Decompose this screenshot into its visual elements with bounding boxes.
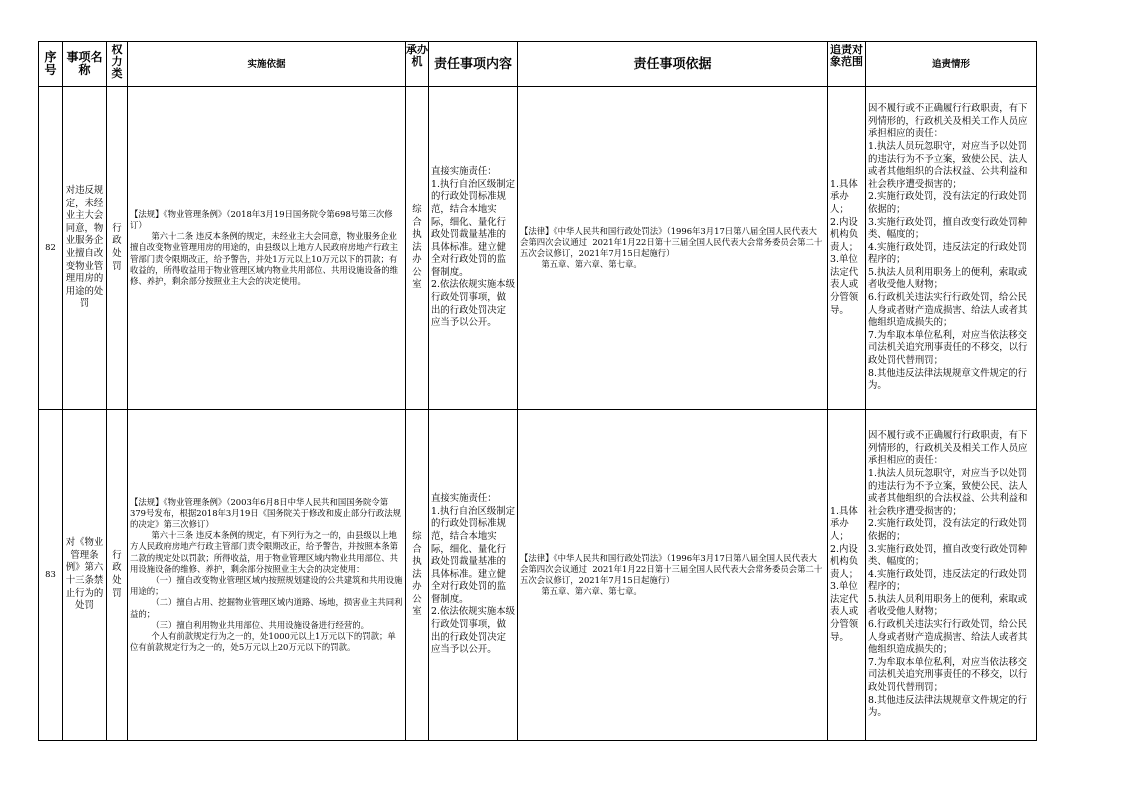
accountability-table xyxy=(38,41,1037,741)
header-handling-org-text: 承办机 xyxy=(406,44,428,68)
header-accountable-scope xyxy=(828,42,866,87)
header-resp-basis: 责任事项依据 xyxy=(518,42,828,87)
header-accountable-scope-text: 追责对象范围 xyxy=(830,44,863,68)
cell-handling-org: 综合执法办公室 xyxy=(406,410,429,741)
cell-resp-basis: 【法律】《中华人民共和国行政处罚法》（1996年3月17日第八届全国人民代表大会第四次会议通过 2021年1月22日第十三届全国人民代表大会常务委员会第二十五次会议修订，2021年7月15日起施行） 第五章、第六章、第七章。 xyxy=(518,87,828,410)
header-basis: 实施依据 xyxy=(128,42,406,87)
cell-seq: 83 xyxy=(39,410,63,741)
cell-resp-content: 直接实施责任： 1.执行自治区级制定的行政处罚标准规范，结合本地实际，细化、量化行政处罚裁量基准的具体标准。建立健全对行政处罚的监督制度。 2.依法依规实施本级行政处罚事项，做出的行政处罚决定应当予以公开。 xyxy=(429,410,518,741)
header-resp-content: 责任事项内容 xyxy=(429,42,518,87)
header-accountability: 追责情形 xyxy=(866,42,1037,87)
cell-handling-org: 综合执法办公室 xyxy=(406,87,429,410)
cell-resp-basis: 【法律】《中华人民共和国行政处罚法》（1996年3月17日第八届全国人民代表大会第四次会议通过 2021年1月22日第十三届全国人民代表大会常务委员会第二十五次会议修订，2021年7月15日起施行） 第五章、第六章、第七章。 xyxy=(518,410,828,741)
cell-basis: 【法规】《物业管理条例》（2018年3月19日国务院令第698号第三次修订） 第六十二条 违反本条例的规定，未经业主大会同意，物业服务企业擅自改变物业管理用房的用途的，由县级以上地方人民政府房地产行政主管部门责令限期改正，给予警告，并处1万元以上10万元以下的罚款；有收益的，所得收益用于物业管理区域内物业共用部位、共用设施设备的维修、养护，剩余部分按照业主大会的决定使用。 xyxy=(128,87,406,410)
cell-power-type: 行政处罚 xyxy=(107,87,128,410)
table-row xyxy=(39,87,1037,410)
cell-item-name: 对《物业管理条例》第六十三条禁止行为的处罚 xyxy=(63,410,107,741)
header-handling-org xyxy=(406,42,429,87)
cell-item-name: 对违反规定，未经业主大会同意，物业服务企业擅自改变物业管理用房的用途的处罚 xyxy=(63,87,107,410)
header-power-type-text: 权力类 xyxy=(111,44,123,80)
cell-basis: 【法规】《物业管理条例》（2003年6月8日中华人民共和国国务院令第379号发布，根据2018年3月19日《国务院关于修改和废止部分行政法规的决定》第三次修订） 第六十三条 违反本条例的规定，有下列行为之一的，由县级以上地方人民政府房地产行政主管部门责令限期改正，给予警告，并按照本条第二款的规定处以罚款；所得收益，用于物业管理区域内物业共用部位、共用设施设备的维修、养护，剩余部分按照业主大会的决定使用： （一）擅自改变物业管理区域内按照规划建设的公共建筑和共用设施用途的； （二）擅自占用、挖掘物业管理区域内道路、场地，损害业主共同利益的； （三）擅自利用物业共用部位、共用设施设备进行经营的。 个人有前款规定行为之一的，处1000元以上1万元以下的罚款；单位有前款规定行为之一的，处5万元以上20万元以下的罚款。 xyxy=(128,410,406,741)
header-item-name: 事项名称 xyxy=(63,42,107,87)
cell-accountable-scope: 1.具体承办人； 2.内设机构负责人； 3.单位法定代表人或分管领导。 xyxy=(828,87,866,410)
cell-accountability: 因不履行或不正确履行行政职责，有下列情形的，行政机关及相关工作人员应承担相应的责任： 1.执法人员玩忽职守，对应当予以处罚的违法行为不予立案，致使公民、法人或者其他组织的合法权益、公共利益和社会秩序遭受损害的； 2.实施行政处罚，没有法定的行政处罚依据的； 3.实施行政处罚，擅自改变行政处罚种类、幅度的； 4.实施行政处罚，违反法定的行政处罚程序的； 5.执法人员利用职务上的便利，索取或者收受他人财物； 6.行政机关违法实行行政处罚，给公民人身或者财产造成损害、给法人或者其他组织造成损失的； 7.为牟取本单位私利，对应当依法移交司法机关追究刑事责任的不移交，以行政处罚代替刑罚； 8.其他违反法律法规规章文件规定的行为。 xyxy=(866,87,1037,410)
header-seq: 序号 xyxy=(39,42,63,87)
cell-accountable-scope: 1.具体承办人； 2.内设机构负责人； 3.单位法定代表人或分管领导。 xyxy=(828,410,866,741)
header-row xyxy=(39,42,1037,87)
cell-resp-content: 直接实施责任： 1.执行自治区级制定的行政处罚标准规范，结合本地实际，细化、量化行政处罚裁量基准的具体标准。建立健全对行政处罚的监督制度。 2.依法依规实施本级行政处罚事项，做出的行政处罚决定应当予以公开。 xyxy=(429,87,518,410)
cell-accountability: 因不履行或不正确履行行政职责，有下列情形的，行政机关及相关工作人员应承担相应的责任： 1.执法人员玩忽职守，对应当予以处罚的违法行为不予立案，致使公民、法人或者其他组织的合法权益、公共利益和社会秩序遭受损害的； 2.实施行政处罚，没有法定的行政处罚依据的； 3.实施行政处罚，擅自改变行政处罚种类、幅度的； 4.实施行政处罚，违反法定的行政处罚程序的； 5.执法人员利用职务上的便利，索取或者收受他人财物； 6.行政机关违法实行行政处罚，给公民人身或者财产造成损害、给法人或者其他组织造成损失的； 7.为牟取本单位私利，对应当依法移交司法机关追究刑事责任的不移交，以行政处罚代替刑罚； 8.其他违反法律法规规章文件规定的行为。 xyxy=(866,410,1037,741)
cell-seq: 82 xyxy=(39,87,63,410)
table-row xyxy=(39,410,1037,741)
cell-power-type: 行政处罚 xyxy=(107,410,128,741)
header-power-type xyxy=(107,42,128,87)
